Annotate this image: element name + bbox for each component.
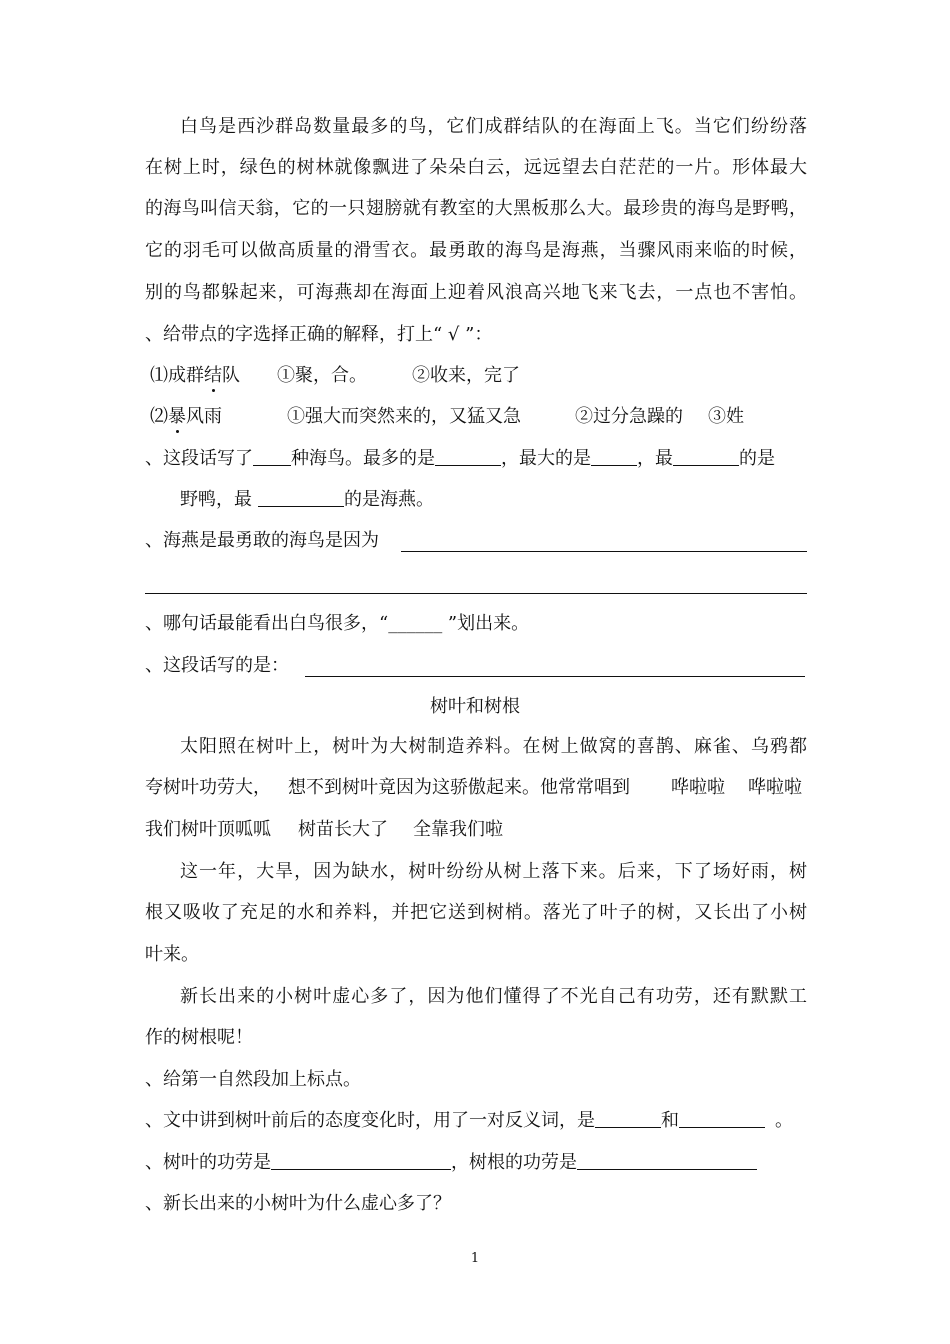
blank-precious[interactable] [673,445,739,466]
passage2-p3-line-2: 作的树根呢！ [145,1027,253,1048]
passage2-p1-line-2: 夸树叶功劳大， 想不到树叶竟因为这骄傲起来。他常常唱到 哗啦啦 哗啦啦 [145,777,802,798]
q1-a-option-1: ①聚，合。 [277,365,367,386]
blank-largest[interactable] [591,445,637,466]
blank-antonym-1[interactable] [595,1107,661,1128]
passage2-p2-line-3: 叶来。 [145,944,199,965]
q9-prompt: 、新长出来的小树叶为什么虚心多了？ [145,1193,451,1214]
q3-prompt: 、海燕是最勇敢的海鸟是因为 [145,530,379,551]
passage2-p1-line-1: 太阳照在树叶上，树叶为大树制造养料。在树上做窝的喜鹊、麻雀、乌鸦都 [180,736,807,757]
emphasis-dot-char: 暴 [168,406,186,427]
emphasis-dot-char: 结 [204,365,222,386]
q1-item-b [150,402,812,432]
passage1-line-4: 它的羽毛可以做高质量的滑雪衣。最勇敢的海鸟是海燕，当骤风雨来临的时候， [145,240,807,261]
q8-line: 、树叶的功劳是 ，树根的功劳是 [145,1148,807,1178]
q1-a-option-2: ②收来，完了 [412,365,520,386]
passage2-p2-line-1: 这一年，大旱，因为缺水，树叶纷纷从树上落下来。后来，下了场好雨，树 [180,861,807,882]
q7-line: 、文中讲到树叶前后的态度变化时，用了一对反义词，是 和 。 [145,1106,807,1136]
blank-antonym-2[interactable] [679,1107,765,1128]
q5-prompt: 、这段话写的是： [145,655,289,676]
q4-prompt: 、哪句话最能看出白鸟很多，“______ ”划出来。 [145,613,530,634]
passage1-line-5: 别的鸟都躲起来，可海燕却在海面上迎着风浪高兴地飞来飞去，一点也不害怕。 [145,282,807,303]
answer-line[interactable] [305,676,805,677]
blank-count[interactable] [253,445,291,466]
q1-b-option-2: ②过分急躁的 [575,406,683,427]
blank-root-merit[interactable] [577,1149,757,1170]
blank-most[interactable] [435,445,501,466]
q6-prompt: 、给第一自然段加上标点。 [145,1069,361,1090]
blank-leaf-merit[interactable] [271,1149,451,1170]
q2-line-2: 野鸭，最 的是海燕。 [180,485,842,515]
q1-b-option-3: ③姓 [708,406,744,427]
passage2-p1-line-3: 我们树叶顶呱呱 树苗长大了 全靠我们啦 [145,819,503,840]
passage1-line-2: 在树上时，绿色的树林就像飘进了朵朵白云，远远望去白茫茫的一片。形体最大 [145,157,807,178]
passage2-p2-line-2: 根又吸收了充足的水和养料，并把它送到树梢。落光了叶子的树，又长出了小树 [145,902,807,923]
page-number: 1 [470,1251,480,1266]
q1-b-option-1: ①强大而突然来的，又猛又急 [287,406,521,427]
answer-line[interactable] [401,551,807,552]
q2-line-1: 、这段话写了 种海鸟。最多的是 ，最大的是 ，最 的是 [145,444,807,474]
q1-item-a [150,361,812,391]
answer-line[interactable] [145,593,807,594]
passage1-line-1: 白鸟是西沙群岛数量最多的鸟，它们成群结队的在海面上飞。当它们纷纷落 [180,116,807,137]
q1-b-word: ⑵暴风雨 [150,406,222,427]
q1-a-word: ⑴成群结队 [150,365,240,386]
passage1-line-3: 的海鸟叫信天翁，它的一只翅膀就有教室的大黑板那么大。最珍贵的海鸟是野鸭， [145,198,807,219]
blank-brave[interactable] [258,486,344,507]
q1-prompt: 、给带点的字选择正确的解释，打上“ √ ”： [145,324,493,345]
passage2-title: 树叶和树根 [430,696,520,717]
passage2-p3-line-1: 新长出来的小树叶虚心多了，因为他们懂得了不光自己有功劳，还有默默工 [180,986,807,1007]
